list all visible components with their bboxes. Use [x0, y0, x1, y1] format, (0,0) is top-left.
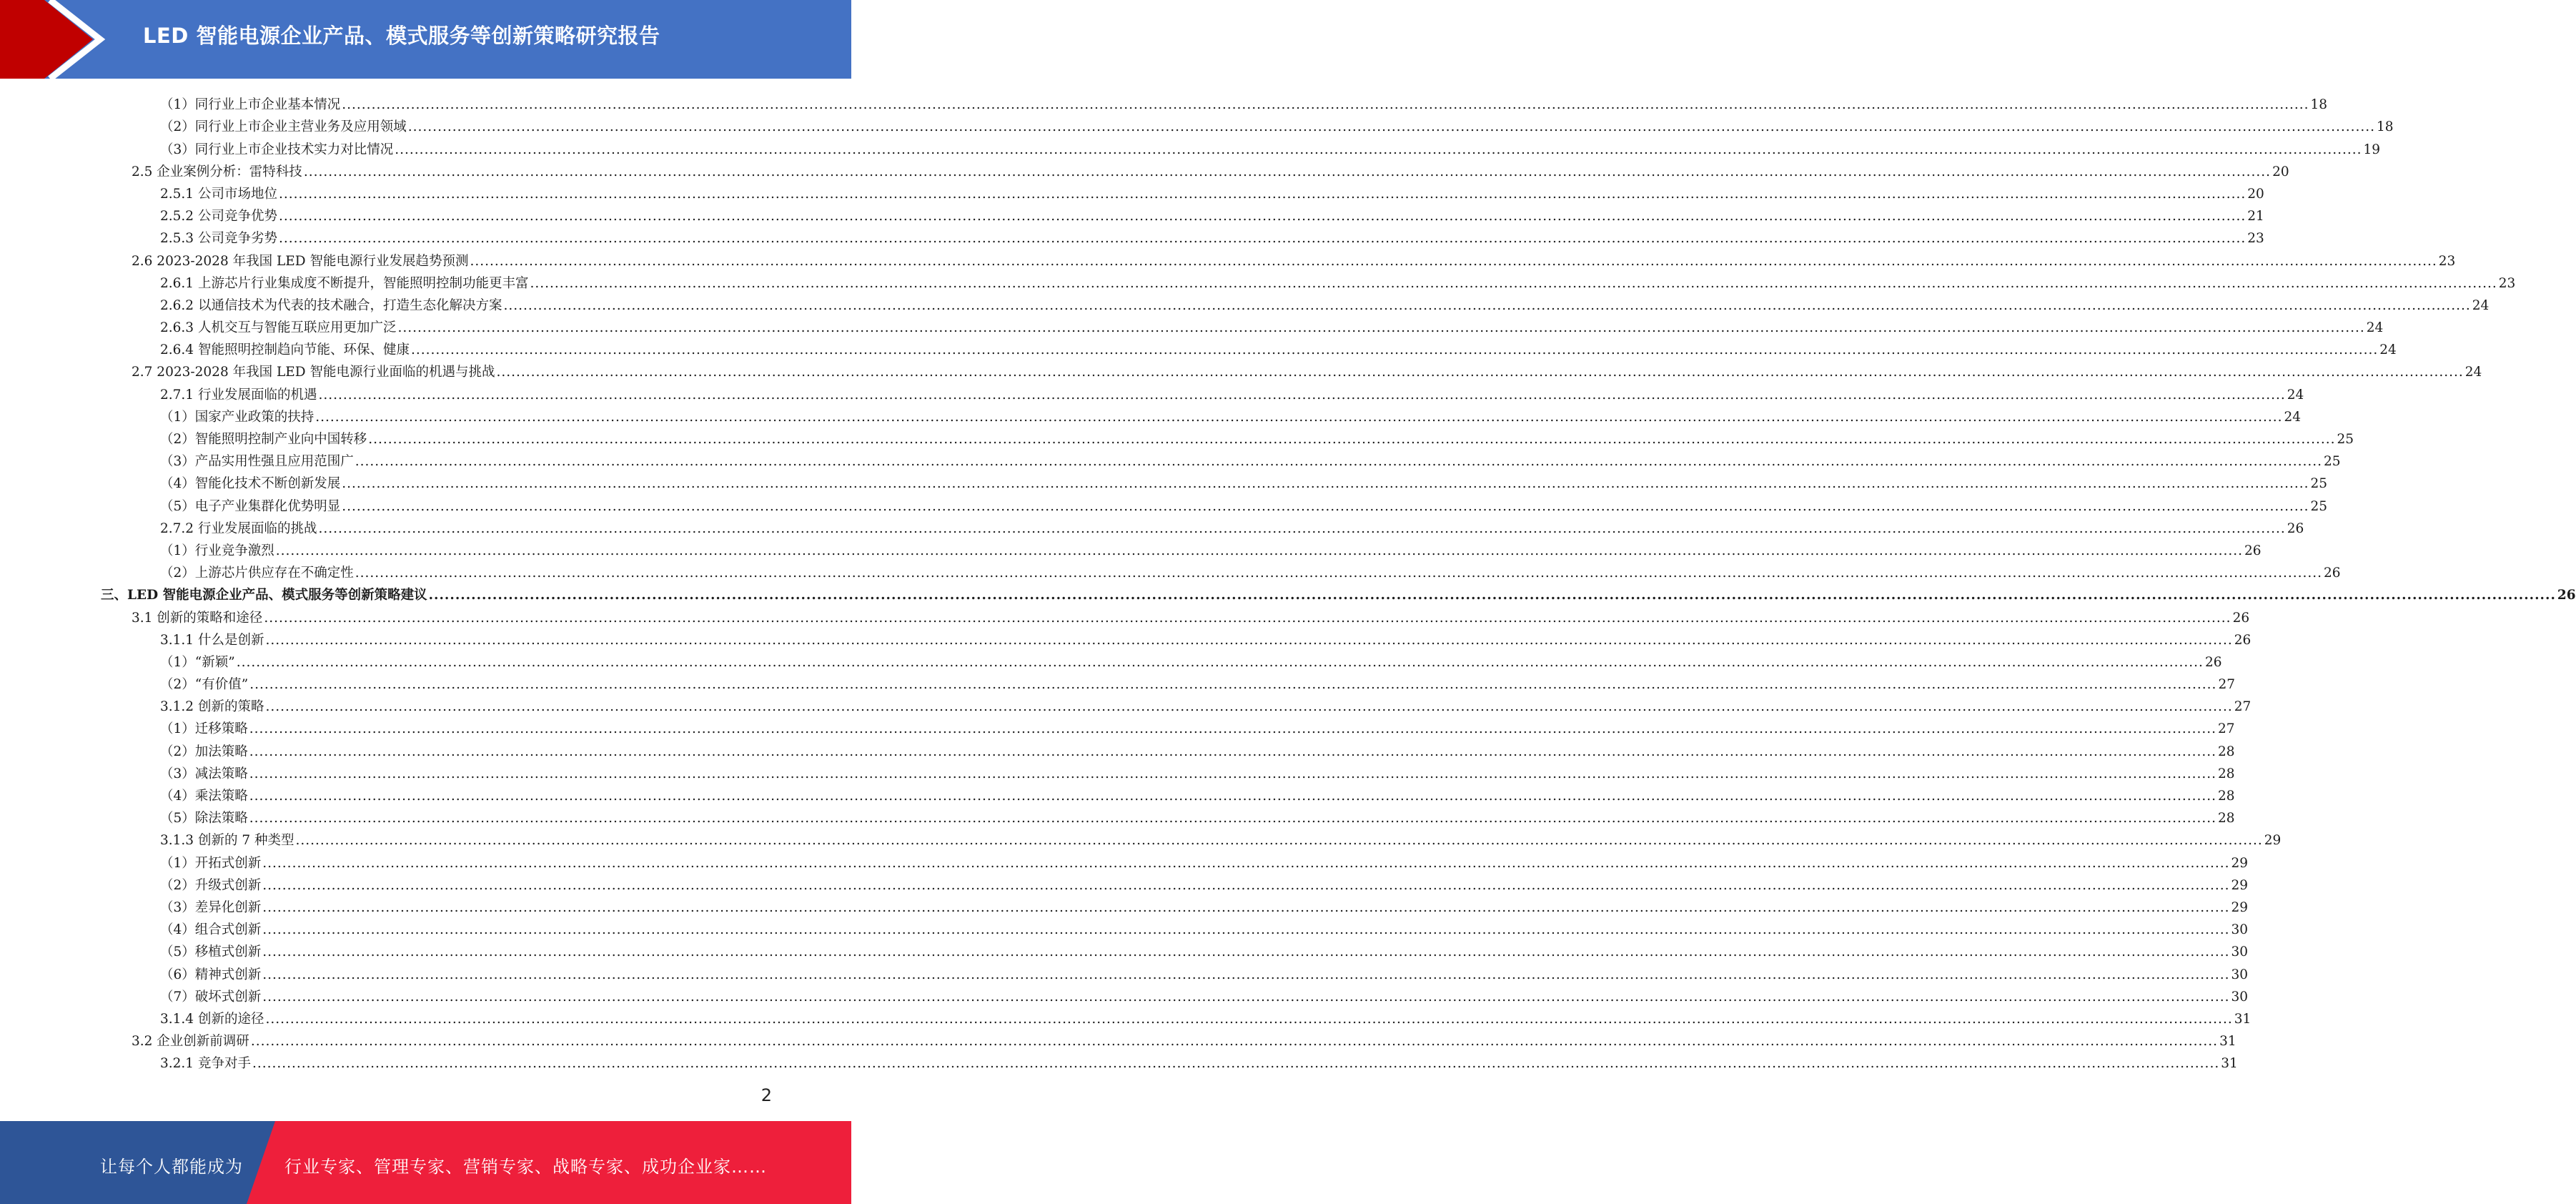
toc-entry[interactable]: [0, 136, 2381, 158]
toc-entry-title: 2.5.1 公司市场地位: [160, 186, 277, 202]
toc-dot-leader: ................................................................................................................................................................................................................................................................................................................................................................................................................: [428, 588, 2556, 603]
toc-entry-title: 2.5 企业案例分析：雷特科技: [132, 164, 302, 179]
toc-entry-page: 21: [2247, 209, 2264, 224]
toc-entry[interactable]: [0, 872, 2249, 894]
page-number: 2: [761, 1085, 772, 1105]
toc-entry-title: 2.6.4 智能照明控制趋向节能、环保、健康: [160, 342, 410, 358]
toc-entry-title: （2）“有价值”: [160, 677, 249, 693]
toc-entry[interactable]: [0, 984, 2249, 1006]
toc-entry-title: （6）精神式创新: [160, 967, 262, 982]
toc-dot-leader: ................................................................................................................................................................................................................................................................................................................................................................................................................: [303, 164, 2272, 179]
toc-entry-page: 23: [2498, 275, 2516, 291]
toc-entry[interactable]: [0, 493, 2328, 515]
toc-dot-leader: ................................................................................................................................................................................................................................................................................................................................................................................................................: [236, 654, 2204, 670]
toc-dot-leader: ................................................................................................................................................................................................................................................................................................................................................................................................................: [249, 677, 2217, 693]
toc-entry-title: （1）国家产业政策的扶持: [160, 409, 314, 425]
toc-entry-title: （7）破坏式创新: [160, 989, 262, 1005]
toc-dot-leader: ................................................................................................................................................................................................................................................................................................................................................................................................................: [262, 989, 2230, 1005]
toc-entry-title: （1）同行业上市企业基本情况: [160, 97, 341, 113]
toc-entry-title: 2.6.3 人机交互与智能互联应用更加广泛: [160, 320, 397, 336]
toc-entry-title: （2）同行业上市企业主营业务及应用领域: [160, 119, 407, 135]
toc-dot-leader: ................................................................................................................................................................................................................................................................................................................................................................................................................: [496, 365, 2464, 380]
toc-entry[interactable]: [0, 381, 2304, 403]
footer-slogan-roles: 行业专家、管理专家、营销专家、战略专家、成功企业家……: [284, 1157, 767, 1177]
toc-entry-title: 3.1 创新的策略和途径: [132, 610, 263, 626]
header-arrow-decoration: [0, 0, 114, 79]
toc-entry[interactable]: [0, 783, 2235, 805]
toc-entry-page: 28: [2218, 811, 2235, 826]
toc-entry[interactable]: [0, 426, 2354, 448]
toc-dot-leader: ................................................................................................................................................................................................................................................................................................................................................................................................................: [342, 498, 2309, 514]
toc-entry[interactable]: [0, 671, 2235, 694]
toc-dot-leader: ................................................................................................................................................................................................................................................................................................................................................................................................................: [278, 209, 2246, 224]
toc-entry-page: 18: [2377, 119, 2394, 135]
toc-entry-title: （2）智能照明控制产业向中国转移: [160, 432, 367, 447]
toc-dot-leader: ................................................................................................................................................................................................................................................................................................................................................................................................................: [249, 744, 2217, 759]
toc-entry-title: 2.7.1 行业发展面临的机遇: [160, 387, 317, 403]
toc-dot-leader: ................................................................................................................................................................................................................................................................................................................................................................................................................: [262, 944, 2230, 960]
toc-entry-title: （1）行业竞争激烈: [160, 543, 274, 558]
toc-entry-page: 26: [2244, 543, 2262, 558]
toc-entry-page: 29: [2231, 855, 2249, 871]
toc-entry-title: 2.5.3 公司竞争劣势: [160, 231, 277, 247]
toc-entry[interactable]: [0, 738, 2235, 760]
toc-dot-leader: ................................................................................................................................................................................................................................................................................................................................................................................................................: [342, 476, 2309, 492]
toc-entry-page: 19: [2363, 142, 2381, 157]
toc-entry-title: 2.6 2023-2028 年我国 LED 智能电源行业发展趋势预测: [132, 253, 469, 269]
toc-entry[interactable]: [0, 716, 2235, 738]
toc-entry[interactable]: [0, 181, 2264, 203]
toc-entry[interactable]: [0, 159, 2289, 181]
toc-dot-leader: ................................................................................................................................................................................................................................................................................................................................................................................................................: [275, 543, 2244, 558]
toc-entry-page: 29: [2231, 899, 2249, 915]
toc-dot-leader: ................................................................................................................................................................................................................................................................................................................................................................................................................: [249, 789, 2217, 804]
toc-entry-title: （3）减法策略: [160, 766, 248, 781]
toc-entry-page: 26: [2234, 632, 2251, 648]
toc-entry-page: 29: [2264, 833, 2282, 849]
toc-entry-title: （4）智能化技术不断创新发展: [160, 476, 341, 492]
toc-dot-leader: ................................................................................................................................................................................................................................................................................................................................................................................................................: [265, 699, 2233, 715]
toc-entry-page: 24: [2379, 342, 2397, 358]
toc-entry-page: 18: [2310, 97, 2328, 113]
toc-entry[interactable]: [0, 939, 2249, 961]
toc-entry[interactable]: [0, 292, 2490, 315]
toc-entry-page: 20: [2247, 186, 2264, 202]
toc-entry-page: 26: [2232, 610, 2250, 626]
toc-entry-page: 26: [2287, 520, 2304, 536]
toc-entry[interactable]: [0, 114, 2394, 136]
toc-entry-title: （5）移植式创新: [160, 944, 262, 960]
toc-entry[interactable]: [0, 270, 2516, 292]
toc-entry-title: （4）组合式创新: [160, 922, 262, 938]
toc-dot-leader: ................................................................................................................................................................................................................................................................................................................................................................................................................: [318, 520, 2286, 536]
toc-entry-title: （5）电子产业集群化优势明显: [160, 498, 341, 514]
footer-slogan-lead: 让每个人都能成为: [100, 1157, 243, 1177]
toc-dot-leader: ................................................................................................................................................................................................................................................................................................................................................................................................................: [315, 409, 2283, 425]
toc-entry-page: 26: [2324, 566, 2341, 581]
toc-entry[interactable]: [0, 917, 2249, 939]
toc-dot-leader: ................................................................................................................................................................................................................................................................................................................................................................................................................: [395, 142, 2362, 157]
toc-entry[interactable]: [0, 1006, 2251, 1028]
toc-entry-title: （2）上游芯片供应存在不确定性: [160, 566, 354, 581]
toc-entry[interactable]: [0, 470, 2328, 493]
toc-entry[interactable]: [0, 649, 2222, 671]
page-header: [0, 0, 851, 79]
toc-entry[interactable]: [0, 1050, 2238, 1072]
toc-entry-page: 26: [2557, 588, 2576, 603]
toc-entry[interactable]: [0, 359, 2482, 381]
toc-entry-page: 25: [2310, 476, 2328, 492]
toc-entry-page: 25: [2310, 498, 2328, 514]
toc-entry[interactable]: [0, 404, 2302, 426]
toc-entry-page: 27: [2218, 721, 2235, 737]
toc-entry-page: 25: [2337, 432, 2354, 447]
toc-entry[interactable]: [0, 515, 2304, 538]
toc-entry-page: 23: [2247, 231, 2264, 247]
toc-entry-title: （1）迁移策略: [160, 721, 248, 737]
toc-entry-page: 20: [2272, 164, 2289, 179]
toc-entry-title: 3.1.1 什么是创新: [160, 632, 264, 648]
page-footer: [0, 1121, 851, 1204]
toc-entry-page: 24: [2284, 409, 2302, 425]
toc-entry-title: 3.2.1 竞争对手: [160, 1056, 251, 1072]
toc-entry-title: （1）开拓式创新: [160, 855, 262, 871]
toc-dot-leader: ................................................................................................................................................................................................................................................................................................................................................................................................................: [249, 811, 2217, 826]
toc-entry-title: （2）升级式创新: [160, 877, 262, 893]
toc-entry-page: 28: [2218, 766, 2235, 781]
toc-entry-page: 28: [2218, 744, 2235, 759]
toc-entry-page: 24: [2287, 387, 2304, 403]
toc-dot-leader: ................................................................................................................................................................................................................................................................................................................................................................................................................: [342, 97, 2309, 113]
toc-entry-page: 23: [2438, 253, 2456, 269]
toc-entry[interactable]: [0, 582, 2576, 604]
toc-dot-leader: ................................................................................................................................................................................................................................................................................................................................................................................................................: [262, 899, 2230, 915]
toc-entry-title: 3.2 企业创新前调研: [132, 1034, 249, 1050]
toc-entry-page: 31: [2234, 1011, 2251, 1027]
toc-entry[interactable]: [0, 247, 2456, 270]
toc-dot-leader: ................................................................................................................................................................................................................................................................................................................................................................................................................: [530, 275, 2497, 291]
toc-dot-leader: ................................................................................................................................................................................................................................................................................................................................................................................................................: [262, 855, 2230, 871]
toc-entry[interactable]: [0, 627, 2251, 649]
toc-entry[interactable]: [0, 1028, 2236, 1050]
toc-dot-leader: ................................................................................................................................................................................................................................................................................................................................................................................................................: [262, 967, 2230, 982]
toc-entry[interactable]: [0, 849, 2249, 872]
toc-dot-leader: ................................................................................................................................................................................................................................................................................................................................................................................................................: [368, 432, 2336, 447]
toc-dot-leader: ................................................................................................................................................................................................................................................................................................................................................................................................................: [355, 566, 2323, 581]
toc-entry-title: （3）差异化创新: [160, 899, 262, 915]
toc-entry[interactable]: [0, 560, 2341, 582]
toc-entry-title: 2.7 2023-2028 年我国 LED 智能电源行业面临的机遇与挑战: [132, 365, 495, 380]
toc-entry-page: 24: [2366, 320, 2384, 336]
toc-entry-page: 27: [2234, 699, 2251, 715]
toc-entry-title: 三、LED 智能电源企业产品、模式服务等创新策略建议: [101, 588, 427, 603]
toc-dot-leader: ................................................................................................................................................................................................................................................................................................................................................................................................................: [265, 632, 2233, 648]
toc-entry-page: 31: [2221, 1056, 2238, 1072]
toc-entry-page: 24: [2464, 365, 2482, 380]
toc-dot-leader: ................................................................................................................................................................................................................................................................................................................................................................................................................: [265, 1011, 2233, 1027]
toc-dot-leader: ................................................................................................................................................................................................................................................................................................................................................................................................................: [250, 1034, 2219, 1050]
toc-entry[interactable]: [0, 894, 2249, 917]
toc-dot-leader: ................................................................................................................................................................................................................................................................................................................................................................................................................: [355, 454, 2323, 470]
toc-dot-leader: ................................................................................................................................................................................................................................................................................................................................................................................................................: [318, 387, 2286, 403]
toc-dot-leader: ................................................................................................................................................................................................................................................................................................................................................................................................................: [470, 253, 2437, 269]
toc-entry-title: （3）产品实用性强且应用范围广: [160, 454, 354, 470]
toc-entry[interactable]: [0, 92, 2328, 114]
toc-entry-title: 3.1.3 创新的 7 种类型: [160, 833, 294, 849]
toc-entry[interactable]: [0, 827, 2282, 849]
toc-dot-leader: ................................................................................................................................................................................................................................................................................................................................................................................................................: [278, 186, 2246, 202]
toc-entry[interactable]: [0, 538, 2262, 560]
toc-dot-leader: ................................................................................................................................................................................................................................................................................................................................................................................................................: [249, 721, 2217, 737]
toc-entry-title: （4）乘法策略: [160, 789, 248, 804]
toc-entry[interactable]: [0, 315, 2384, 337]
toc-entry[interactable]: [0, 225, 2264, 247]
toc-dot-leader: ................................................................................................................................................................................................................................................................................................................................................................................................................: [262, 922, 2230, 938]
toc-entry-page: 26: [2204, 654, 2222, 670]
toc-dot-leader: ................................................................................................................................................................................................................................................................................................................................................................................................................: [252, 1056, 2220, 1072]
toc-entry-title: （2）加法策略: [160, 744, 248, 759]
toc-entry-title: （3）同行业上市企业技术实力对比情况: [160, 142, 394, 157]
toc-entry-title: （1）“新颖”: [160, 654, 235, 670]
toc-entry-page: 30: [2231, 989, 2249, 1005]
toc-entry[interactable]: [0, 761, 2235, 783]
report-title: LED 智能电源企业产品、模式服务等创新策略研究报告: [143, 24, 660, 48]
table-of-contents: [0, 92, 2576, 1072]
toc-entry-page: 28: [2218, 789, 2235, 804]
toc-entry-page: 24: [2472, 297, 2490, 313]
toc-entry[interactable]: [0, 604, 2250, 626]
toc-entry-page: 27: [2218, 677, 2235, 693]
toc-entry-page: 29: [2231, 877, 2249, 893]
toc-entry[interactable]: [0, 203, 2264, 225]
toc-entry-title: 2.5.2 公司竞争优势: [160, 209, 277, 224]
toc-entry-title: 2.6.1 上游芯片行业集成度不断提升，智能照明控制功能更丰富: [160, 275, 529, 291]
toc-entry-page: 31: [2219, 1034, 2236, 1050]
toc-entry-title: 3.1.2 创新的策略: [160, 699, 264, 715]
toc-entry-page: 30: [2231, 944, 2249, 960]
toc-entry[interactable]: [0, 805, 2235, 827]
toc-dot-leader: ................................................................................................................................................................................................................................................................................................................................................................................................................: [278, 231, 2246, 247]
toc-entry[interactable]: [0, 337, 2397, 359]
toc-entry-title: 3.1.4 创新的途径: [160, 1011, 264, 1027]
toc-dot-leader: ................................................................................................................................................................................................................................................................................................................................................................................................................: [262, 877, 2230, 893]
toc-dot-leader: ................................................................................................................................................................................................................................................................................................................................................................................................................: [249, 766, 2217, 781]
toc-entry-title: （5）除法策略: [160, 811, 248, 826]
toc-entry-page: 25: [2324, 454, 2341, 470]
toc-dot-leader: ................................................................................................................................................................................................................................................................................................................................................................................................................: [407, 119, 2376, 135]
toc-dot-leader: ................................................................................................................................................................................................................................................................................................................................................................................................................: [264, 610, 2231, 626]
toc-entry[interactable]: [0, 694, 2251, 716]
toc-dot-leader: ................................................................................................................................................................................................................................................................................................................................................................................................................: [295, 833, 2263, 849]
toc-entry[interactable]: [0, 448, 2341, 470]
toc-entry-page: 30: [2231, 967, 2249, 982]
toc-entry[interactable]: [0, 961, 2249, 983]
toc-entry-title: 2.7.2 行业发展面临的挑战: [160, 520, 317, 536]
toc-dot-leader: ................................................................................................................................................................................................................................................................................................................................................................................................................: [397, 320, 2365, 336]
toc-entry-page: 30: [2231, 922, 2249, 938]
toc-dot-leader: ................................................................................................................................................................................................................................................................................................................................................................................................................: [410, 342, 2379, 358]
toc-dot-leader: ................................................................................................................................................................................................................................................................................................................................................................................................................: [503, 297, 2471, 313]
toc-entry-title: 2.6.2 以通信技术为代表的技术融合，打造生态化解决方案: [160, 297, 502, 313]
